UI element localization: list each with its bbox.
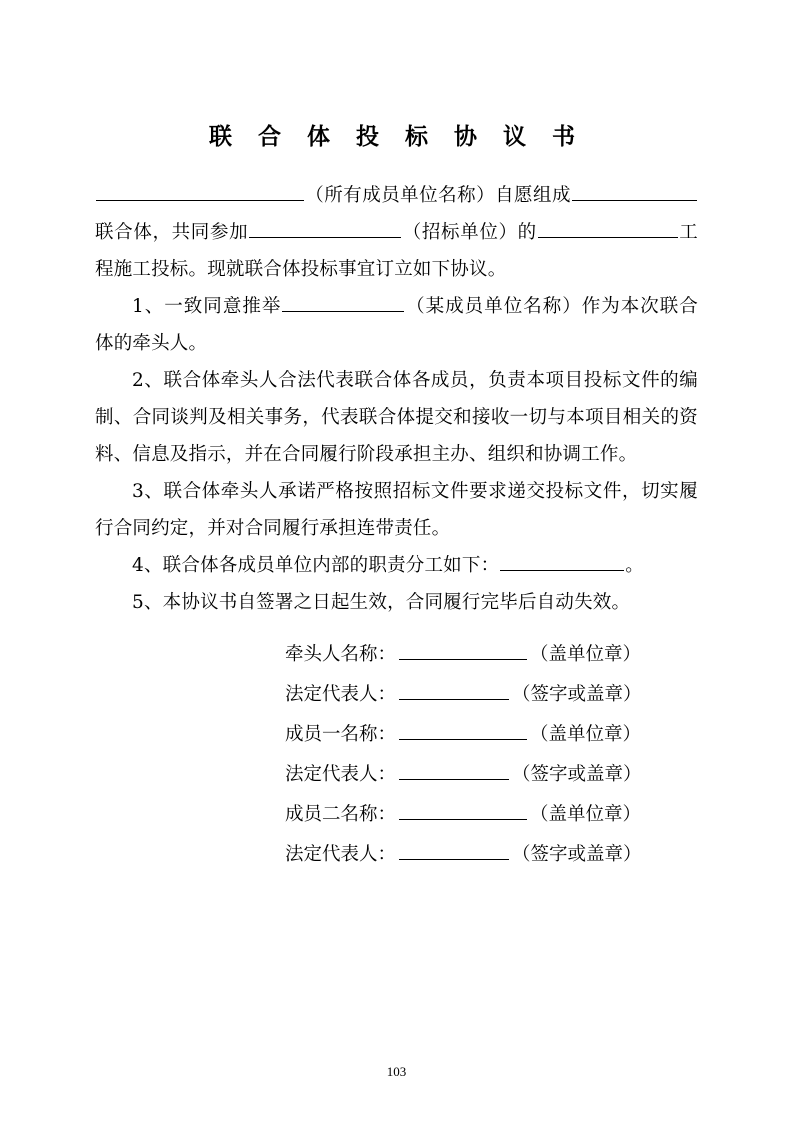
- preamble-text-4: 的: [517, 222, 537, 243]
- blank-project-name[interactable]: [538, 217, 678, 238]
- signature-line[interactable]: [399, 639, 527, 660]
- paragraph-item-5: 5、本协议书自签署之日起生效，合同履行完毕后自动失效。: [132, 592, 631, 613]
- page-number: 103: [386, 1064, 407, 1079]
- preamble-text-1: （所有成员单位名称）自愿组成: [305, 185, 571, 206]
- signature-row: [95, 835, 698, 875]
- blank-leader-name[interactable]: [282, 291, 404, 312]
- signature-label: 法定代表人：: [285, 684, 397, 705]
- signature-row: [95, 755, 698, 795]
- signature-label: 成员一名称：: [285, 724, 397, 745]
- signature-line[interactable]: [399, 679, 509, 700]
- preamble-text-5: 工程施工投标。现就联合体投标事宜订立如下协议。: [95, 222, 699, 280]
- preamble-text-2: 联合体，共同参加: [95, 222, 249, 243]
- signature-line[interactable]: [399, 759, 509, 780]
- signature-row: [95, 635, 698, 675]
- signature-line[interactable]: [399, 839, 509, 860]
- item1-text-1: 1、一致同意推举: [132, 296, 282, 317]
- paragraph-item-1: [95, 288, 698, 362]
- item4-text-1: 4、联合体各成员单位内部的职责分工如下：: [132, 555, 500, 576]
- signature-label: 法定代表人：: [285, 764, 397, 785]
- item4-text-2: 。: [625, 555, 644, 576]
- paragraph-item-4: [95, 547, 698, 584]
- preamble-text-3: （招标单位）: [402, 222, 518, 243]
- signature-label: 法定代表人：: [285, 844, 397, 865]
- signature-note: （盖单位章）: [530, 804, 642, 825]
- signature-note: （签字或盖章）: [512, 764, 642, 785]
- paragraph-preamble: [95, 177, 698, 288]
- paragraph-item-2: 2、联合体牵头人合法代表联合体各成员，负责本项目投标文件的编制、合同谈判及相关事务，代表联合体提交和接收一切与本项目相关的资料、信息及指示，并在合同履行阶段承担主办、组织和协调工作。: [95, 370, 698, 465]
- item1-text-2: （某成员单位名称）作为本次联合体的牵头人。: [95, 296, 698, 354]
- blank-duty-division[interactable]: [500, 550, 624, 571]
- signature-note: （签字或盖章）: [512, 684, 642, 705]
- signature-row: [95, 795, 698, 835]
- page-title: 联 合 体 投 标 协 议 书: [208, 123, 585, 150]
- signature-note: （盖单位章）: [530, 644, 642, 665]
- signature-line[interactable]: [399, 719, 527, 740]
- signature-row: [95, 715, 698, 755]
- blank-member-names[interactable]: [96, 180, 304, 201]
- signature-block: [95, 635, 698, 875]
- signature-row: [95, 675, 698, 715]
- signature-line[interactable]: [399, 799, 527, 820]
- paragraph-item-3: 3、联合体牵头人承诺严格按照招标文件要求递交投标文件，切实履行合同约定，并对合同履行承担连带责任。: [95, 481, 698, 539]
- signature-note: （盖单位章）: [530, 724, 642, 745]
- signature-label: 牵头人名称：: [285, 644, 397, 665]
- blank-consortium-name[interactable]: [572, 180, 697, 201]
- signature-label: 成员二名称：: [285, 804, 397, 825]
- signature-note: （签字或盖章）: [512, 844, 642, 865]
- blank-tender-unit[interactable]: [249, 217, 401, 238]
